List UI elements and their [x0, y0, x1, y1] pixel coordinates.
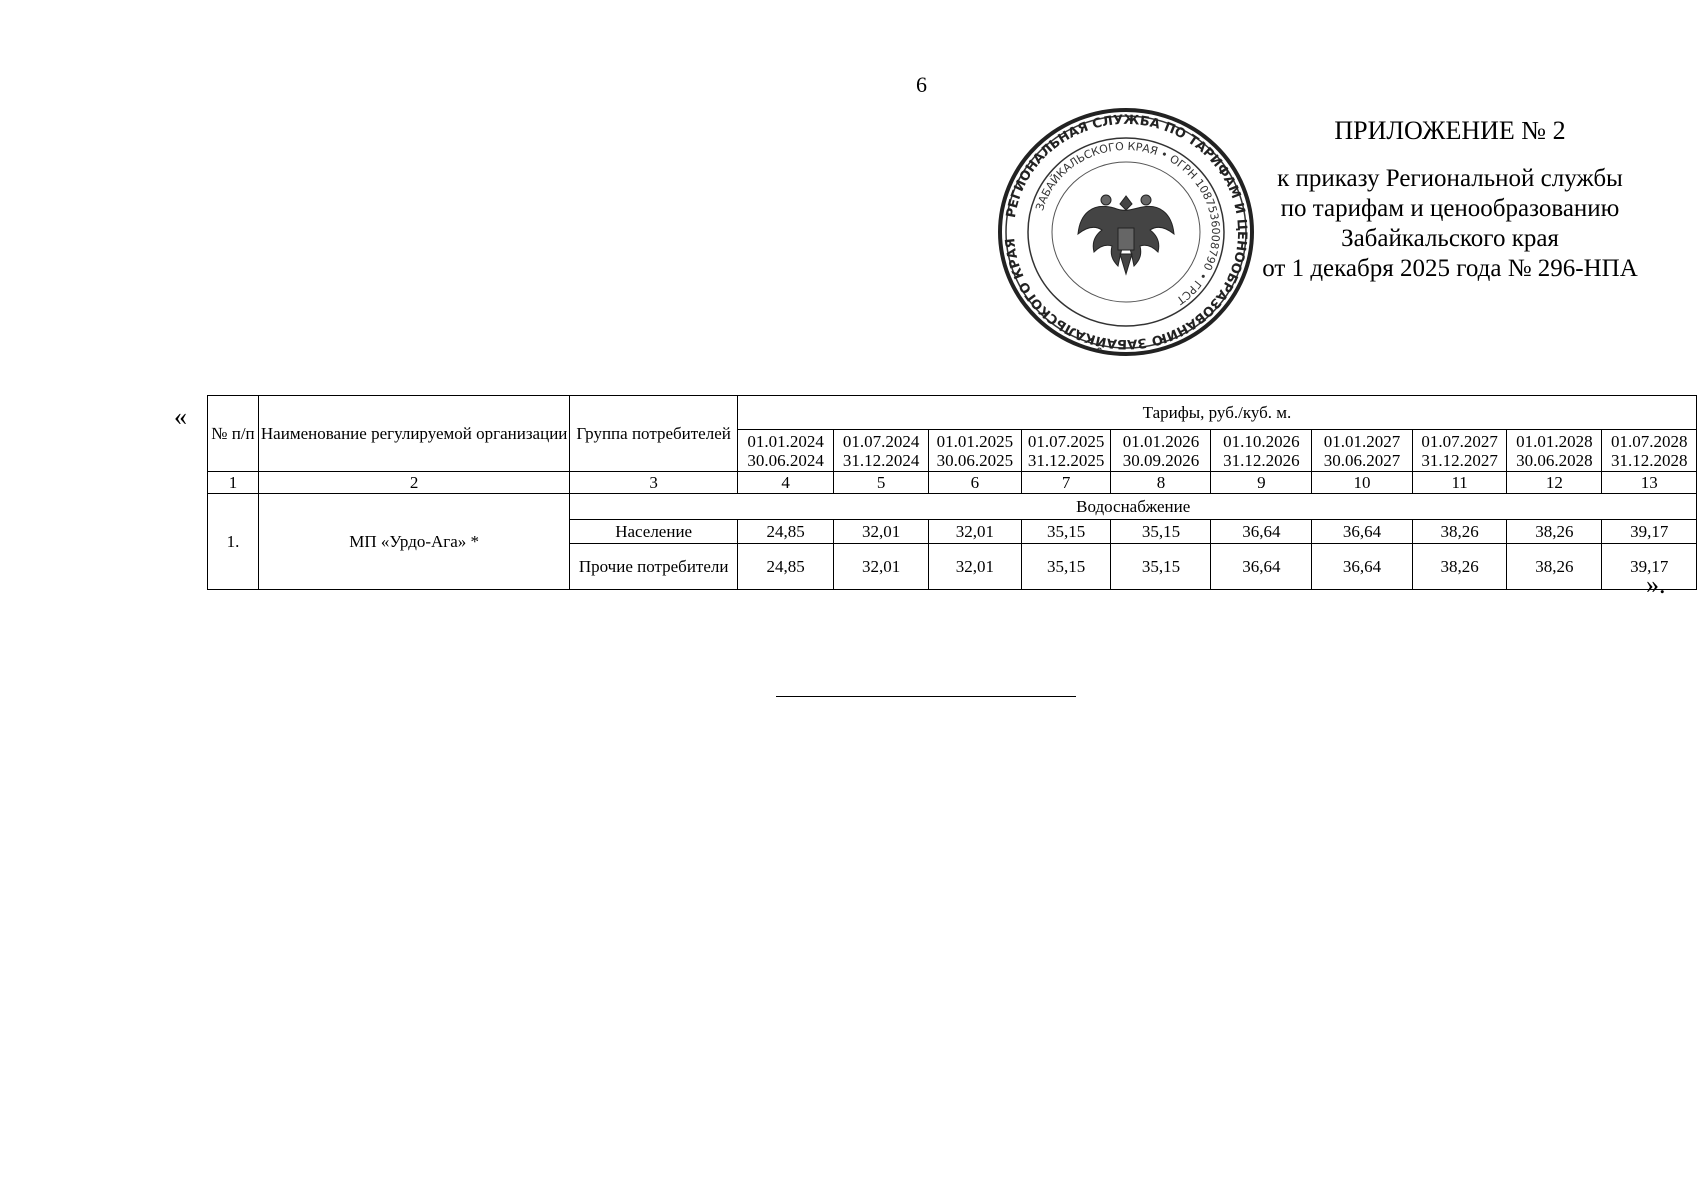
period-from: 01.01.2024	[747, 431, 824, 451]
organization-name: МП «Урдо-Ага» *	[258, 494, 569, 590]
period-header	[834, 430, 928, 472]
tariff-value: 35,15	[1021, 544, 1111, 590]
column-number: 2	[258, 472, 569, 494]
column-number: 8	[1111, 472, 1211, 494]
seal-inner-text: ЗАБАЙКАЛЬСКОГО КРАЯ • ОГРН 1087536008790 • ГРСТ	[1033, 139, 1223, 307]
period-from: 01.07.2025	[1027, 431, 1105, 451]
column-number: 10	[1312, 472, 1413, 494]
section-water-supply: Водоснабжение	[570, 494, 1697, 520]
tariff-value: 38,26	[1507, 544, 1602, 590]
end-divider-line	[776, 696, 1076, 697]
header-tariffs: Тарифы, руб./куб. м.	[737, 396, 1696, 430]
header-consumer-group: Группа потребителей	[570, 396, 738, 472]
closing-quote: ».	[1646, 570, 1666, 599]
column-number: 11	[1412, 472, 1506, 494]
tariff-value: 39,17	[1602, 520, 1697, 544]
page-number: 6	[916, 72, 927, 97]
period-from: 01.07.2027	[1421, 431, 1498, 451]
tariff-value: 36,64	[1312, 520, 1413, 544]
period-to: 30.06.2027	[1323, 450, 1401, 470]
period-from: 01.10.2026	[1223, 431, 1300, 451]
tariff-value: 35,15	[1111, 544, 1211, 590]
seal-outer-text: РЕГИОНАЛЬНАЯ СЛУЖБА ПО ТАРИФАМ И ЦЕНООБРАЗОВАНИЮ ЗАБАЙКАЛЬСКОГО КРАЯ	[1003, 112, 1250, 352]
double-headed-eagle-icon	[1078, 195, 1174, 274]
tariff-value: 38,26	[1507, 520, 1602, 544]
column-number: 4	[737, 472, 834, 494]
tariff-value: 24,85	[737, 520, 834, 544]
period-header	[1507, 430, 1602, 472]
tariff-value: 36,64	[1312, 544, 1413, 590]
tariff-value: 38,26	[1412, 520, 1506, 544]
column-number: 3	[570, 472, 738, 494]
row-number: 1.	[208, 494, 259, 590]
period-from: 01.01.2028	[1516, 431, 1593, 451]
period-from: 01.01.2027	[1323, 431, 1401, 451]
period-to: 31.12.2026	[1223, 450, 1300, 470]
tariff-value: 36,64	[1211, 520, 1312, 544]
period-from: 01.07.2024	[842, 431, 920, 451]
header-number: № п/п	[208, 396, 259, 472]
appendix-block	[1240, 116, 1660, 284]
period-to: 31.12.2025	[1027, 450, 1105, 470]
appendix-line-1: к приказу Региональной службы	[1277, 165, 1623, 192]
header-organization: Наименование регулируемой организации	[258, 396, 569, 472]
column-number: 5	[834, 472, 928, 494]
period-header	[1021, 430, 1111, 472]
period-to: 30.06.2024	[747, 450, 824, 470]
period-from: 01.01.2026	[1122, 431, 1200, 451]
period-to: 31.12.2028	[1610, 450, 1688, 470]
period-to: 30.06.2028	[1516, 450, 1593, 470]
period-header	[737, 430, 834, 472]
tariff-value: 32,01	[834, 544, 928, 590]
period-to: 31.12.2027	[1421, 450, 1498, 470]
period-from: 01.07.2028	[1610, 431, 1688, 451]
tariff-value: 36,64	[1211, 544, 1312, 590]
column-number: 9	[1211, 472, 1312, 494]
period-to: 30.06.2025	[936, 450, 1014, 470]
period-to: 31.12.2024	[842, 450, 920, 470]
appendix-line-4: от 1 декабря 2025 года № 296-НПА	[1262, 255, 1638, 282]
column-number: 1	[208, 472, 259, 494]
period-to: 30.09.2026	[1122, 450, 1200, 470]
consumer-group-name: Прочие потребители	[570, 544, 738, 590]
tariff-value: 35,15	[1111, 520, 1211, 544]
period-header	[1211, 430, 1312, 472]
period-header	[1602, 430, 1697, 472]
tariff-value: 24,85	[737, 544, 834, 590]
tariff-table	[207, 395, 1697, 590]
period-header	[1412, 430, 1506, 472]
tariff-value: 38,26	[1412, 544, 1506, 590]
tariff-value: 32,01	[834, 520, 928, 544]
period-header	[1312, 430, 1413, 472]
tariff-value: 32,01	[928, 520, 1021, 544]
appendix-line-2: по тарифам и ценообразованию	[1280, 195, 1620, 222]
period-header	[928, 430, 1021, 472]
column-number: 12	[1507, 472, 1602, 494]
column-number: 13	[1602, 472, 1697, 494]
tariff-value: 32,01	[928, 544, 1021, 590]
tariff-value: 35,15	[1021, 520, 1111, 544]
consumer-group-name: Население	[570, 520, 738, 544]
period-from: 01.01.2025	[936, 431, 1014, 451]
column-number: 6	[928, 472, 1021, 494]
tariff-value: 39,17	[1602, 544, 1697, 590]
period-header	[1111, 430, 1211, 472]
official-seal	[996, 104, 1256, 360]
appendix-line-3: Забайкальского края	[1341, 225, 1559, 252]
appendix-title: ПРИЛОЖЕНИЕ № 2	[1334, 116, 1566, 145]
column-number: 7	[1021, 472, 1111, 494]
opening-quote: «	[174, 402, 187, 431]
